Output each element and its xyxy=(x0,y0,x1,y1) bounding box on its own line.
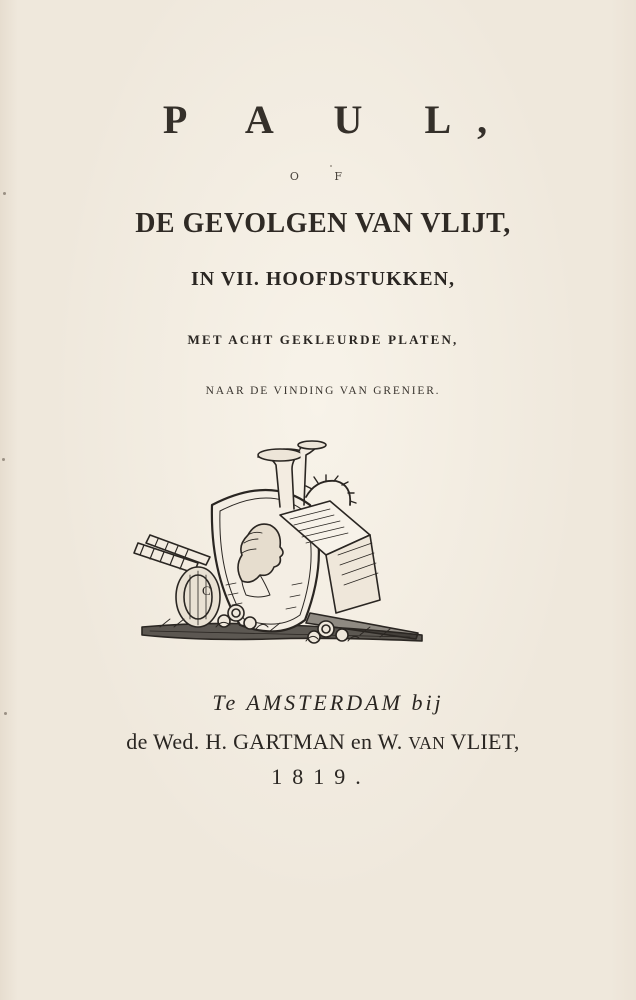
imprint-publisher-part1: de Wed. H. GARTMAN en W. xyxy=(126,729,403,754)
subtitle-plates: MET ACHT GEKLEURDE PLATEN, xyxy=(187,332,459,347)
paper-speck xyxy=(4,712,7,715)
imprint-place xyxy=(0,690,636,716)
paper-speck xyxy=(2,458,5,461)
paper-speck xyxy=(3,192,6,195)
title-conjunction: O F xyxy=(289,170,359,183)
svg-text:C: C xyxy=(202,583,211,598)
imprint-place-suffix: bij xyxy=(411,690,444,715)
imprint-publisher-part2: VLIET, xyxy=(450,729,520,754)
imprint-publisher xyxy=(0,729,636,755)
paper-speck xyxy=(330,165,332,167)
imprint-publisher-van: VAN xyxy=(408,733,446,753)
musical-instruments-and-books-engraving-icon xyxy=(130,435,430,665)
imprint-year: 1819. xyxy=(271,764,371,789)
subtitle-main: DE GEVOLGEN VAN VLIJT, xyxy=(135,208,511,239)
subtitle-credit: NAAR DE VINDING VAN GRENIER. xyxy=(205,385,441,397)
book-title: P A U L, xyxy=(162,97,514,142)
imprint-place-prefix: Te xyxy=(212,690,239,715)
subtitle-chapters: IN VII. HOOFDSTUKKEN, xyxy=(190,268,455,290)
imprint-place-city: AMSTERDAM xyxy=(246,690,403,715)
